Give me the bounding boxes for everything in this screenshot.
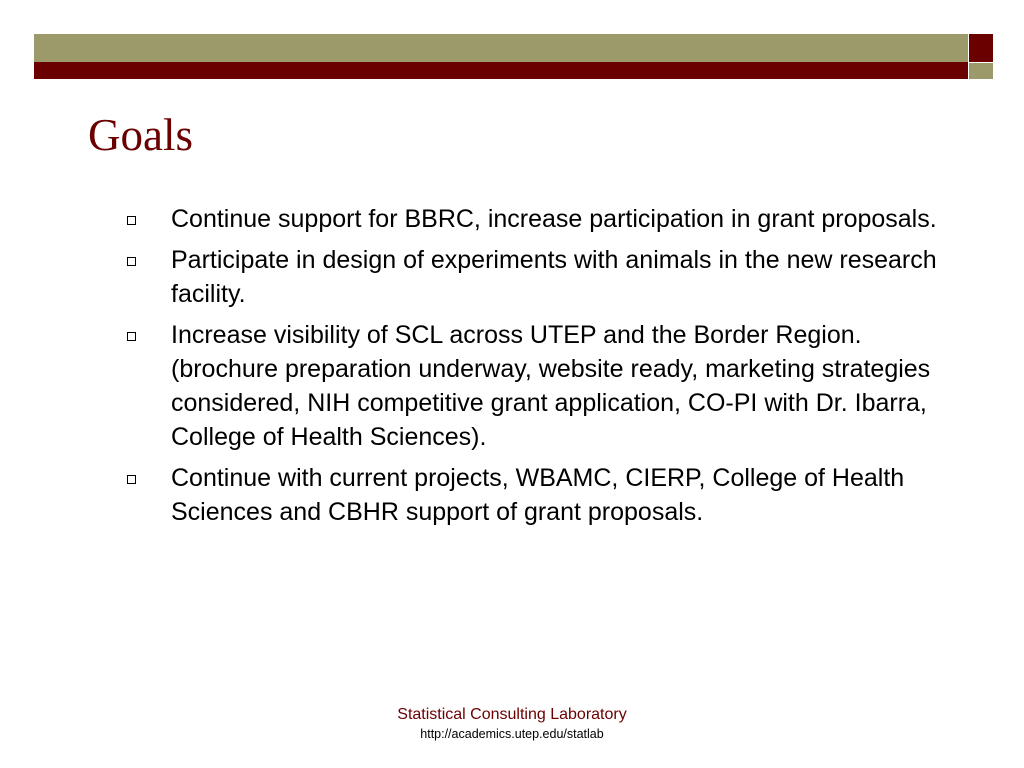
square-bullet-icon xyxy=(127,332,136,341)
bullet-item xyxy=(124,243,964,311)
header-band-olive xyxy=(34,34,968,62)
bullet-text: Continue with current projects, WBAMC, CIERP, College of Health Sciences and CBHR support of grant proposals. xyxy=(171,464,905,526)
footer-lab-name: Statistical Consulting Laboratory xyxy=(397,706,627,723)
bullet-item xyxy=(124,461,964,529)
header-corner-olive-block xyxy=(969,63,993,79)
footer-url: http://academics.utep.edu/statlab xyxy=(420,727,604,741)
bullet-item xyxy=(124,318,964,454)
bullet-list xyxy=(124,202,964,536)
header-corner-maroon-block xyxy=(969,34,993,62)
bullet-text: Participate in design of experiments with animals in the new research facility. xyxy=(171,246,937,308)
bullet-text: Increase visibility of SCL across UTEP and the Border Region. (brochure preparation underway, website ready, marketing strategies considered, NIH competitive grant application, CO-PI with Dr. Ibarra, College of Health Sciences). xyxy=(171,321,931,451)
square-bullet-icon xyxy=(127,216,136,225)
slide-title: Goals xyxy=(88,110,193,160)
bullet-item xyxy=(124,202,964,236)
square-bullet-icon xyxy=(127,475,136,484)
header-band-maroon xyxy=(34,62,968,79)
square-bullet-icon xyxy=(127,257,136,266)
bullet-text: Continue support for BBRC, increase participation in grant proposals. xyxy=(171,205,937,233)
